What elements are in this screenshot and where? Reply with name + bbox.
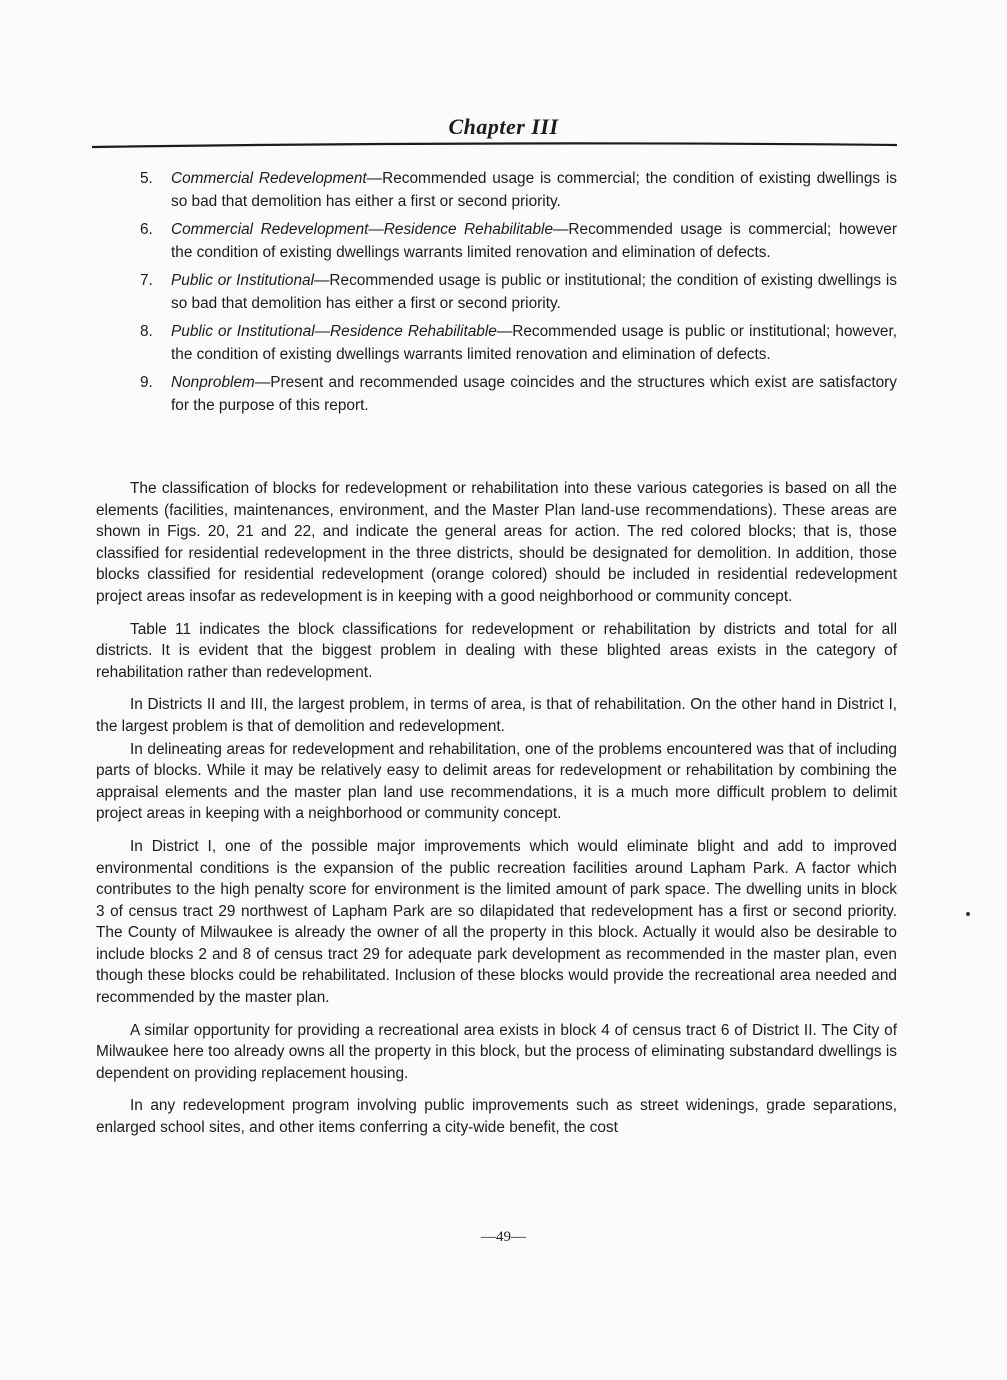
body-text <box>96 478 897 1139</box>
margin-speck <box>966 912 970 916</box>
page-number: —49— <box>481 1229 526 1245</box>
paragraph: A similar opportunity for providing a recreational area exists in block 4 of census tract 6 of District II. The City of Milwaukee here too already owns all the property in this block, but the process of eliminating substandard dwellings is dependent on providing replacement housing. <box>96 1021 897 1082</box>
item-number: 9. <box>140 374 153 391</box>
item-text: —Recommended usage is commercial; the condition of existing dwellings is so bad that demolition has either a first or second priority. <box>171 170 897 210</box>
item-term: Commercial Redevelopment <box>171 170 367 187</box>
list-item <box>140 372 897 417</box>
paragraph: Table 11 indicates the block classifications for redevelopment or rehabilitation by districts and total for all districts. It is evident that the biggest problem in dealing with these blighted areas exists in the category of rehabilitation rather than redevelopment. <box>96 620 897 681</box>
paragraph: In Districts II and III, the largest problem, in terms of area, is that of rehabilitation. On the other hand in District I, the largest problem is that of demolition and redevelopment. <box>96 696 897 735</box>
item-number: 7. <box>140 272 153 289</box>
title-rule <box>92 141 897 151</box>
item-term: Public or Institutional—Residence Rehabilitable <box>171 323 497 340</box>
list-item <box>140 321 897 366</box>
list-item <box>140 270 897 315</box>
item-term: Public or Institutional <box>171 272 315 289</box>
item-text: —Present and recommended usage coincides and the structures which exist are satisfactory for the purpose of this report. <box>171 374 897 414</box>
item-term: Nonproblem <box>171 374 255 391</box>
item-number: 5. <box>140 170 153 187</box>
list-item <box>140 219 897 264</box>
item-text: —Recommended usage is public or institutional; the condition of existing dwellings is so bad that demolition has either a first or second priority. <box>171 272 897 312</box>
paragraph: In District I, one of the possible major improvements which would eliminate blight and add to improved environmental conditions is the expansion of the public recreation facilities around Lapham Park. A factor which contributes to the high penalty score for environment is the limited amount of park space. The dwelling units in block 3 of census tract 29 northwest of Lapham Park are so dilapidated that redevelopment has a first or second priority. The County of Milwaukee is already the owner of all the property in this block. Actually it would also be desirable to include blocks 2 and 8 of census tract 29 for adequate park development as recommended in the master plan, even though these blocks could be rehabilitated. Inclusion of these blocks would provide the recreational area needed and recommended by the master plan. <box>96 837 897 1007</box>
item-text: —Recommended usage is commercial; however the condition of existing dwellings warrants limited renovation and elimination of defects. <box>171 221 897 261</box>
paragraph: In any redevelopment program involving public improvements such as street widenings, grade separations, enlarged school sites, and other items conferring a city-wide benefit, the cost <box>96 1097 897 1137</box>
item-term: Commercial Redevelopment—Residence Rehabilitable <box>171 221 554 238</box>
item-text: —Recommended usage is public or institutional; however, the condition of existing dwellings warrants limited renovation and elimination of defects. <box>171 323 897 363</box>
classification-list <box>140 168 897 423</box>
item-number: 6. <box>140 221 153 238</box>
paragraph: In delineating areas for redevelopment and rehabilitation, one of the problems encountered was that of including parts of blocks. While it may be relatively easy to delimit areas for redevelopment or rehabilitation by combining the appraisal elements and the master plan land use recommendations, it is a much more difficult problem to delimit project areas in keeping with a neighborhood or community concept. <box>96 740 897 823</box>
chapter-title: Chapter III <box>448 114 559 139</box>
paragraph: The classification of blocks for redevelopment or rehabilitation into these various categories is based on all the elements (facilities, maintenances, environment, and the Master Plan land-use recommendations). These areas are shown in Figs. 20, 21 and 22, and indicate the general areas for action. The red colored blocks; that is, those classified for residential redevelopment in the three districts, should be designated for demolition. In addition, those blocks classified for residential redevelopment (orange colored) should be included in residential redevelopment project areas insofar as redevelopment is in keeping with a good neighborhood or community concept. <box>96 480 897 605</box>
list-item <box>140 168 897 213</box>
item-number: 8. <box>140 323 153 340</box>
